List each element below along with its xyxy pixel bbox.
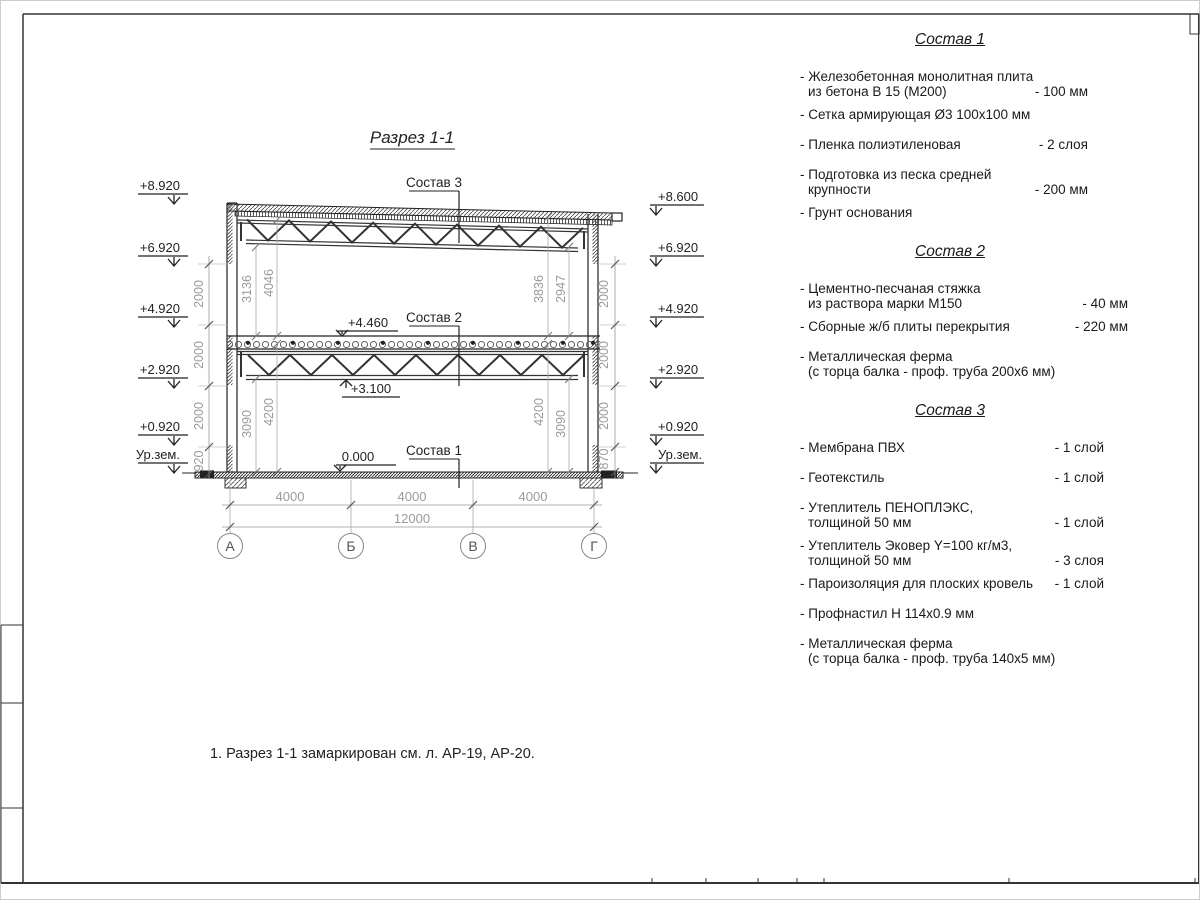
- layer-text: - Металлическая ферма: [800, 636, 953, 651]
- section-title: Состав 3: [915, 402, 985, 419]
- layer-callouts: [406, 175, 462, 488]
- inner-dim-left-0: 3136: [240, 275, 254, 303]
- roof-edge-beam: [612, 213, 622, 221]
- callout-sostav-1: Состав 1: [406, 443, 462, 458]
- layer-text: крупности: [808, 182, 871, 197]
- section-sostav-2: [800, 244, 1130, 379]
- layer-text: - Пароизоляция для плоских кровель: [800, 576, 1034, 591]
- layer-value: - 1 слой: [1054, 576, 1104, 591]
- elev-right-3: +2.920: [658, 362, 699, 377]
- floor-slab: [227, 336, 600, 349]
- elev-right-2: +4.920: [658, 301, 699, 316]
- inner-dim-right-3: 3090: [554, 410, 568, 438]
- layer-value: - 40 мм: [1082, 296, 1128, 311]
- foundation-pad-left: [225, 478, 246, 488]
- layer-value: - 1 слой: [1054, 515, 1104, 530]
- elev-left-3: +2.920: [139, 362, 180, 377]
- elev-right-4: +0.920: [658, 419, 699, 434]
- grid-axis-b: Б: [346, 538, 356, 554]
- layer-item: [800, 500, 1130, 530]
- callout-sostav-3: Состав 3: [406, 175, 462, 190]
- vdim-right-2: 2000: [597, 402, 611, 430]
- inner-dim-left-2: 3090: [240, 410, 254, 438]
- elev-left-2: +4.920: [139, 301, 180, 316]
- drawing-title: Разрез 1-1: [369, 128, 455, 147]
- vdim-left-2: 2000: [192, 402, 206, 430]
- layer-text: - Железобетонная монолитная плита: [800, 69, 1034, 84]
- frame-corner-box: [1190, 14, 1199, 34]
- grid-bubbles: [218, 534, 607, 559]
- elev-left-1: +6.920: [139, 240, 180, 255]
- middle-truss: [237, 351, 588, 380]
- layer-value: - 1 слой: [1054, 470, 1104, 485]
- ground-slab: [182, 471, 638, 489]
- drawing-note: 1. Разрез 1-1 замаркирован см. л. АР-19, АР-20.: [210, 746, 535, 762]
- elev-zero: 0.000: [341, 449, 375, 464]
- layer-item: [800, 107, 1130, 122]
- bottom-dims: [222, 480, 602, 533]
- layer-text: - Утеплитель ПЕНОПЛЭКС,: [800, 500, 974, 515]
- layer-item: [800, 576, 1130, 591]
- vdim-left-1: 2000: [192, 341, 206, 369]
- layer-text: - Пленка полиэтиленовая: [800, 137, 961, 152]
- grid-axis-g: Г: [590, 538, 598, 554]
- span-dim-2: 4000: [518, 489, 548, 504]
- layer-value: - 220 мм: [1074, 319, 1128, 334]
- span-dim-0: 4000: [275, 489, 305, 504]
- layer-item: [800, 606, 1130, 621]
- layer-text: - Подготовка из песка средней: [800, 167, 992, 182]
- grid-axis-a: А: [225, 538, 235, 554]
- elev-left-0: +8.920: [139, 178, 180, 193]
- elev-left-4: +0.920: [139, 419, 180, 434]
- vdim-right-1: 2000: [597, 341, 611, 369]
- layer-item: [800, 137, 1130, 152]
- layer-text: - Цементно-песчаная стяжка: [800, 281, 981, 296]
- elev-right-0: +8.600: [658, 189, 699, 204]
- layer-value: - 1 слой: [1054, 440, 1104, 455]
- inner-dim-right-0: 3836: [532, 275, 546, 303]
- inner-dim-right-2: 4200: [532, 398, 546, 426]
- layer-item: [800, 281, 1130, 311]
- layer-text: - Геотекстиль: [800, 470, 885, 485]
- vdim-right-0: 2000: [597, 280, 611, 308]
- foundation-pad-right: [580, 478, 602, 488]
- layer-text: - Утеплитель Эковер Y=100 кг/м3,: [800, 538, 1013, 553]
- layer-text: - Профнастил Н 114x0.9 мм: [800, 606, 974, 621]
- inner-dim-left-3: 4200: [262, 398, 276, 426]
- layer-value: - 2 слоя: [1038, 137, 1088, 152]
- frame-margin-cells: [1, 625, 23, 883]
- layer-text: - Сборные ж/б плиты перекрытия: [800, 319, 1010, 334]
- layer-text: (с торца балка - проф. труба 140x5 мм): [808, 651, 1056, 666]
- span-dim-1: 4000: [397, 489, 427, 504]
- layer-item: [800, 167, 1130, 197]
- section-title: Состав 1: [915, 31, 985, 48]
- layer-text: - Сетка армирующая Ø3 100x100 мм: [800, 107, 1031, 122]
- layer-item: [800, 636, 1130, 666]
- grid-axis-v: В: [468, 538, 478, 554]
- section-title: Состав 2: [915, 243, 985, 260]
- section-sostav-1: [800, 32, 1130, 220]
- layer-text: (с торца балка - проф. труба 200x6 мм): [808, 364, 1056, 379]
- layer-item: [800, 205, 1130, 220]
- upper-truss: [237, 219, 588, 251]
- layer-item: [800, 538, 1130, 568]
- callout-sostav-2: Состав 2: [406, 310, 462, 325]
- elev-right-1: +6.920: [658, 240, 699, 255]
- section-sostav-3: [800, 403, 1130, 666]
- inner-dim-right-1: 2947: [554, 275, 568, 303]
- layer-text: - Грунт основания: [800, 205, 913, 220]
- layer-text: толщиной 50 мм: [808, 553, 912, 568]
- layer-text: толщиной 50 мм: [808, 515, 912, 530]
- elev-left-ground: Ур.зем.: [135, 447, 180, 462]
- total-dim: 12000: [393, 511, 431, 526]
- vdim-right: [597, 256, 626, 479]
- layer-item: [800, 69, 1130, 99]
- vdim-left-0: 2000: [192, 280, 206, 308]
- layer-text: из бетона В 15 (М200): [808, 84, 947, 99]
- elev-right-ground: Ур.зем.: [658, 447, 703, 462]
- vdim-left: [192, 256, 227, 479]
- elevation-marks-left: [136, 178, 188, 473]
- layer-value: - 100 мм: [1034, 84, 1088, 99]
- composition-panel: [800, 32, 1130, 690]
- layer-text: - Мембрана ПВХ: [800, 440, 905, 455]
- elev-truss: +3.100: [350, 381, 392, 396]
- layer-item: [800, 319, 1130, 334]
- layer-text: - Металлическая ферма: [800, 349, 953, 364]
- inner-dim-left-1: 4046: [262, 269, 276, 297]
- vdim-left-3: 920: [192, 450, 206, 472]
- vdim-right-3: 870: [597, 448, 611, 470]
- elevation-marks-right: [650, 189, 704, 473]
- layer-text: из раствора марки М150: [808, 296, 962, 311]
- layer-item: [800, 470, 1130, 485]
- layer-item: [800, 349, 1130, 379]
- elev-floor2: +4.460: [347, 315, 389, 330]
- layer-value: - 200 мм: [1034, 182, 1088, 197]
- layer-item: [800, 440, 1130, 455]
- layer-value: - 3 слоя: [1054, 553, 1104, 568]
